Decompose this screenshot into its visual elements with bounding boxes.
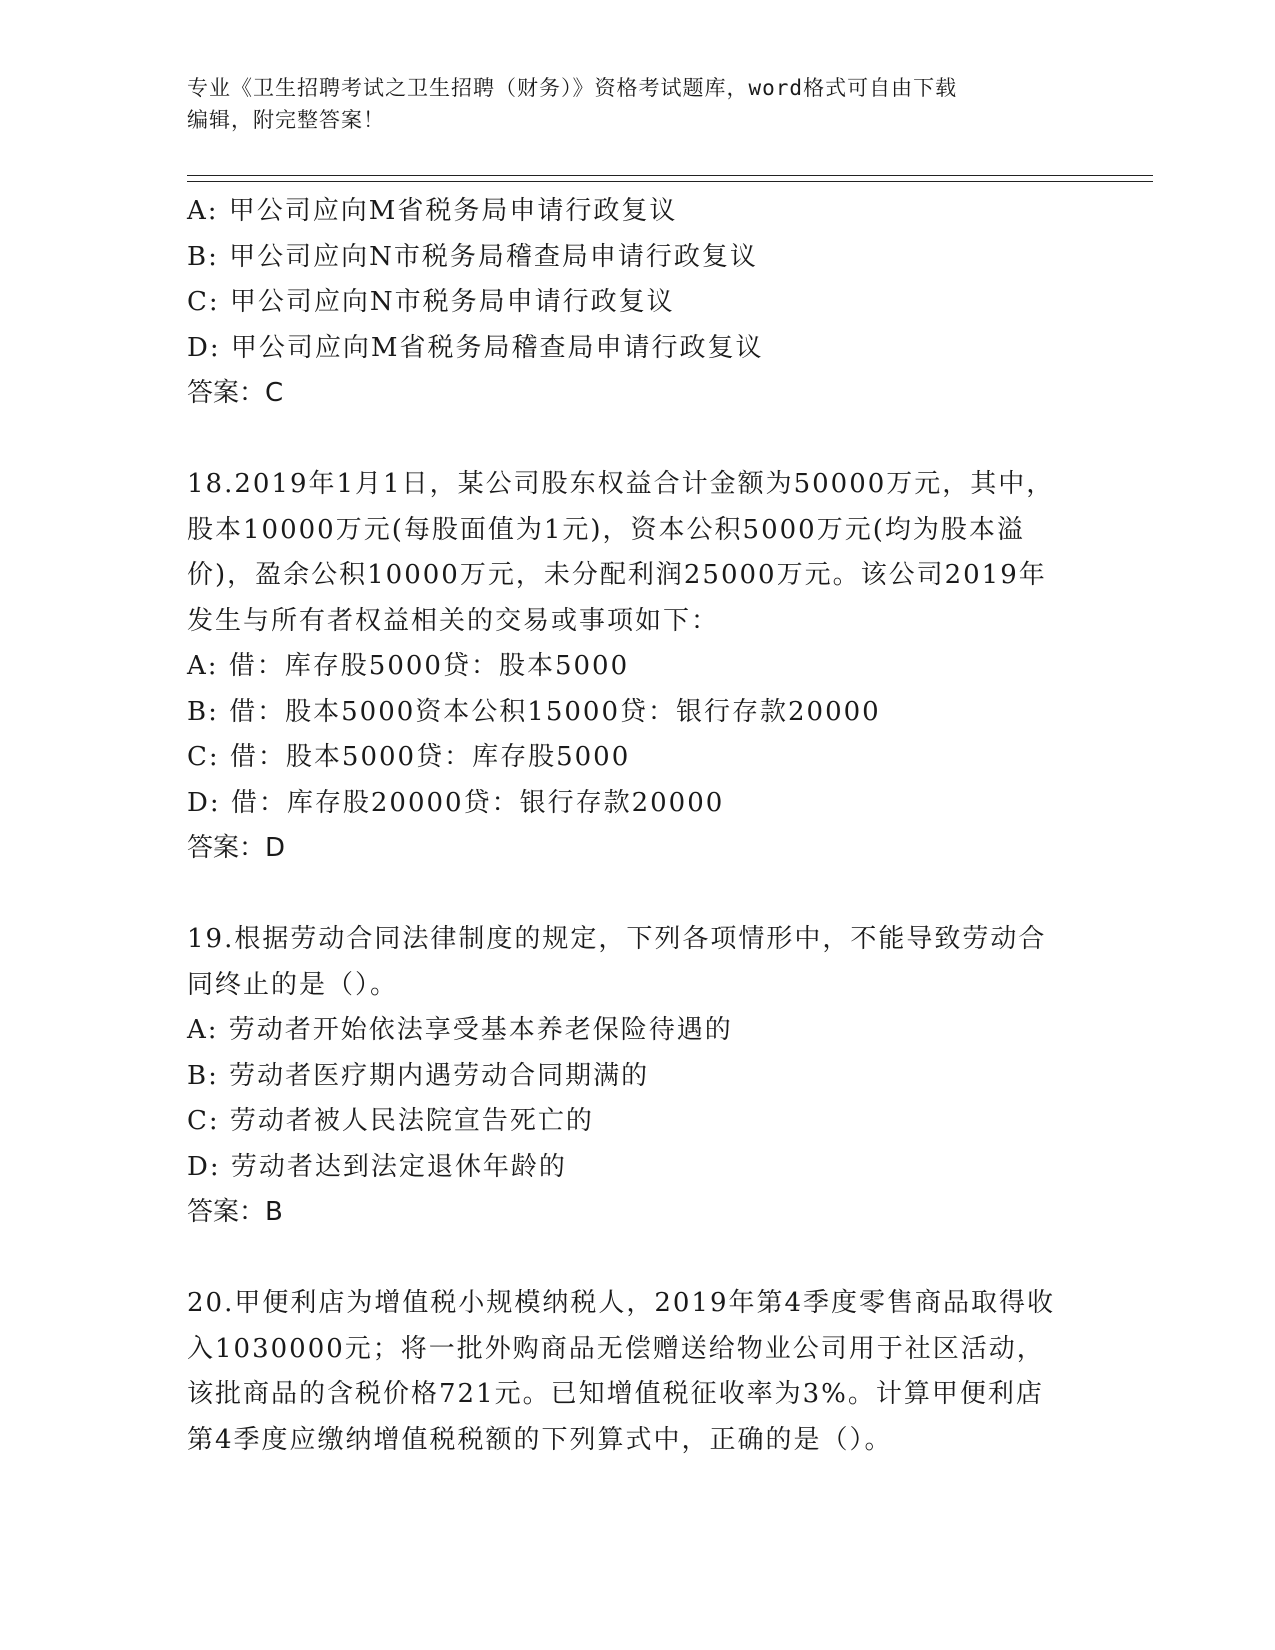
option-c: C: 借：股本5000贷：库存股5000 bbox=[187, 742, 631, 772]
stem-line: 入1030000元；将一批外购商品无偿赠送给物业公司用于社区活动， bbox=[187, 1333, 1045, 1364]
stem-line: 价)，盈余公积10000万元，未分配利润25000万元。该公司2019年 bbox=[187, 560, 1047, 590]
option-d: D: 甲公司应向M省税务局稽查局申请行政复议 bbox=[187, 332, 764, 363]
option-d: D: 借：库存股20000贷：银行存款20000 bbox=[187, 787, 725, 818]
question-19 bbox=[187, 917, 1087, 1236]
question-20 bbox=[187, 1281, 1087, 1463]
spacer bbox=[187, 872, 1087, 918]
question-19-stem bbox=[187, 917, 1087, 1008]
document-header bbox=[187, 72, 1087, 136]
stem-line: 同终止的是（）。 bbox=[187, 969, 399, 1000]
stem-line: 19.根据劳动合同法律制度的规定，下列各项情形中，不能导致劳动合 bbox=[187, 924, 1047, 954]
question-18-answer: 答案：D bbox=[187, 833, 286, 863]
stem-line: 股本10000万元(每股面值为1元)，资本公积5000万元(均为股本溢 bbox=[187, 514, 1025, 545]
option-c: C: 甲公司应向N市税务局申请行政复议 bbox=[187, 287, 675, 317]
spacer bbox=[187, 417, 1087, 463]
option-a: A: 劳动者开始依法享受基本养老保险待遇的 bbox=[187, 1015, 733, 1045]
option-a: A: 甲公司应向M省税务局申请行政复议 bbox=[187, 196, 678, 226]
stem-line: 该批商品的含税价格721元。已知增值税征收率为3%。计算甲便利店 bbox=[187, 1379, 1044, 1409]
question-18 bbox=[187, 462, 1087, 872]
question-17-options bbox=[187, 189, 1087, 371]
header-divider-top bbox=[187, 175, 1153, 176]
question-17-answer: 答案：C bbox=[187, 378, 284, 408]
stem-line: 20.甲便利店为增值税小规模纳税人，2019年第4季度零售商品取得收 bbox=[187, 1288, 1056, 1318]
spacer bbox=[187, 1236, 1087, 1282]
option-b: B: 劳动者医疗期内遇劳动合同期满的 bbox=[187, 1060, 650, 1091]
stem-line: 发生与所有者权益相关的交易或事项如下： bbox=[187, 605, 720, 636]
header-line-2: 编辑，附完整答案！ bbox=[187, 108, 385, 132]
header-line-1: 专业《卫生招聘考试之卫生招聘（财务）》资格考试题库，word格式可自由下载 bbox=[187, 76, 958, 100]
question-19-answer: 答案：B bbox=[187, 1197, 283, 1227]
question-18-stem bbox=[187, 462, 1087, 644]
header-divider-bottom bbox=[187, 181, 1153, 182]
option-b: B: 借：股本5000资本公积15000贷：银行存款20000 bbox=[187, 696, 881, 727]
option-d: D: 劳动者达到法定退休年龄的 bbox=[187, 1151, 567, 1182]
question-20-stem bbox=[187, 1281, 1087, 1463]
question-list bbox=[187, 189, 1087, 1463]
stem-line: 第4季度应缴纳增值税税额的下列算式中，正确的是（）。 bbox=[187, 1424, 893, 1455]
option-a: A: 借：库存股5000贷：股本5000 bbox=[187, 651, 630, 681]
stem-line: 18.2019年1月1日，某公司股东权益合计金额为50000万元，其中， bbox=[187, 469, 1055, 499]
option-c: C: 劳动者被人民法院宣告死亡的 bbox=[187, 1106, 594, 1136]
option-b: B: 甲公司应向N市税务局稽查局申请行政复议 bbox=[187, 241, 758, 272]
